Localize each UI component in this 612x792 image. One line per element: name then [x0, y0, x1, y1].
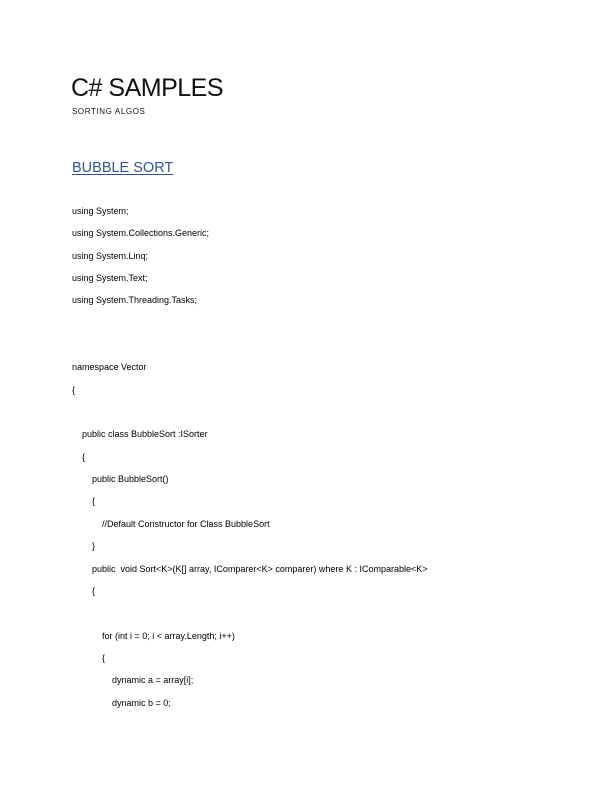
code-line: {: [82, 451, 86, 462]
document-subtitle: SORTING ALGOS: [72, 107, 146, 116]
code-line: dynamic a = array[i];: [112, 675, 194, 686]
code-line: [72, 316, 592, 338]
code-line: [72, 405, 592, 427]
code-line: public BubbleSort(): [92, 474, 169, 485]
code-line: using System.Collections.Generic;: [72, 228, 210, 239]
section-heading-bubble-sort: BUBBLE SORT: [72, 160, 174, 176]
code-line: namespace Vector: [72, 362, 147, 373]
code-line: using System;: [72, 206, 129, 216]
code-line: dynamic b = 0;: [112, 697, 171, 708]
code-line: //Default Constructor for Class BubbleSort: [102, 518, 270, 529]
code-line: [72, 606, 592, 628]
code-line: for (int i = 0; i < array.Length; i++): [102, 630, 235, 641]
code-line: using System.Text;: [72, 273, 148, 284]
code-block: [72, 204, 592, 718]
code-line: {: [92, 585, 96, 596]
code-line: using System.Threading.Tasks;: [72, 295, 198, 306]
code-line: {: [92, 496, 96, 507]
code-line: public void Sort<K>(K[] array, IComparer<K> comparer) where K : IComparable<K>: [92, 563, 428, 574]
code-line: {: [102, 652, 106, 663]
code-line: [72, 338, 592, 360]
code-line: }: [92, 541, 96, 552]
code-line: using System.Linq;: [72, 250, 149, 261]
code-line: {: [72, 384, 76, 395]
document-title: C# SAMPLES: [71, 74, 224, 102]
code-line: public class BubbleSort :ISorter: [82, 429, 208, 440]
